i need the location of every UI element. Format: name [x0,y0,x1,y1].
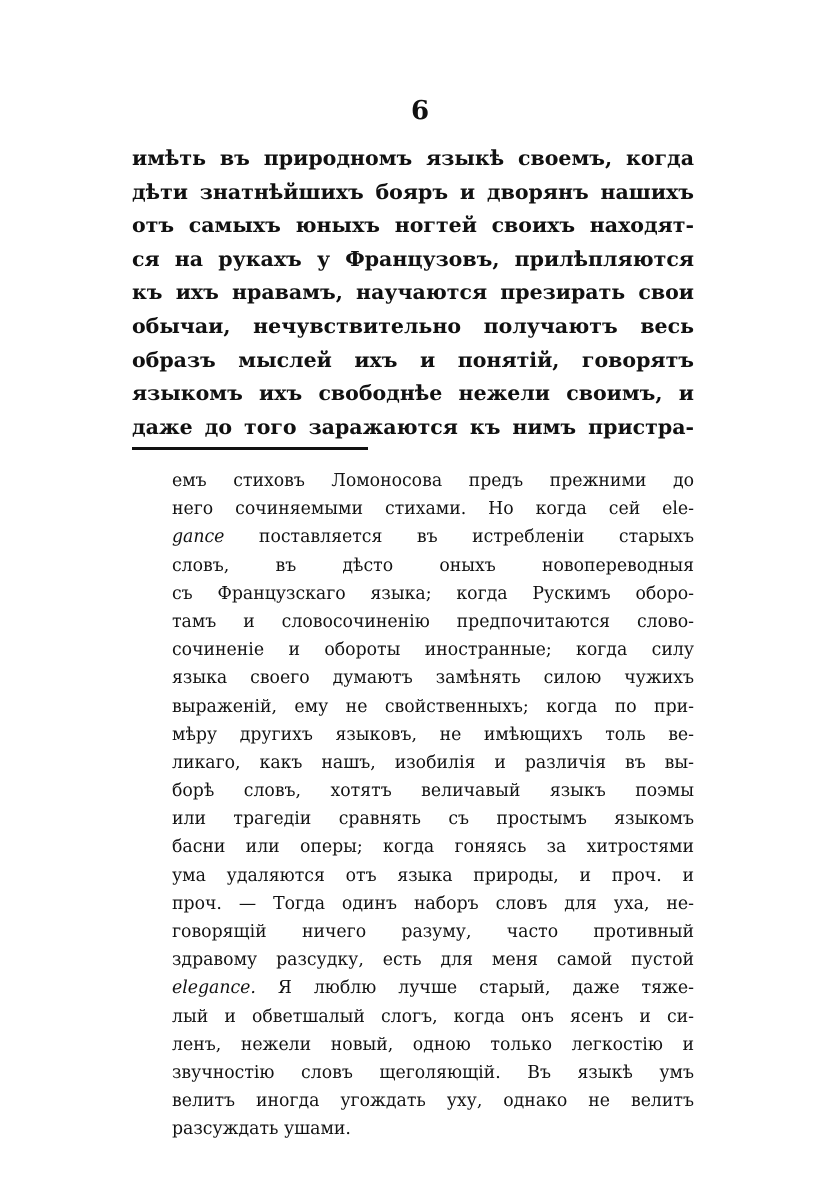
footnote-line: ума удаляются отъ языка природы, и проч. и [172,865,694,886]
text-line: даже до того заражаются къ нимъ пристра- [132,414,694,439]
footnote-line: басни или оперы; когда гоняясь за хитростями [172,837,694,858]
footnote-line: мѣру другихъ языковъ, не имѣющихъ толь ве- [172,724,694,745]
footnote-line: или трагедіи сравнять съ простымъ языкомъ [172,809,694,830]
text-line: къ ихъ нравамъ, научаются презирать свои [132,280,694,305]
italic-word: elegance. [172,978,256,999]
footnote-line: говорящій ничего разуму, часто противный [172,922,694,942]
footnote-line [172,523,694,551]
footnote-line: звучностію словъ щеголяющій. Въ языкѣ умъ [172,1062,694,1083]
footnote-line: разсуждать ушами. [172,1119,351,1140]
footnote-line: проч. — Тогда одинъ наборъ словъ для уха, не- [172,893,694,914]
text-line: языкомъ ихъ свободнѣе нежели своимъ, и [132,381,694,406]
footnote-line-text: поставляется въ истребленіи старыхъ [224,527,694,548]
footnote-line: словъ, въ дѣсто оныхъ новопереводныя [172,555,694,576]
text-line: обычаи, нечувствительно получаютъ весь [132,313,694,338]
footnote-line: емъ стиховъ Ломоносова предъ прежними до [172,471,694,491]
footnote-line [172,974,694,1002]
footnote-line: ленъ, нежели новый, одною только легкостію и [172,1034,694,1055]
footnote-line: велитъ иногда угождать уху, однако не велитъ [172,1091,694,1112]
footnote [172,467,694,1144]
footnote-line: тамъ и словосочиненію предпочитаются слово- [172,611,694,632]
main-paragraph [132,142,694,444]
footnote-line: здравому разсудку, есть для меня самой пустой [172,950,694,971]
text-line: образъ мыслей ихъ и понятій, говорятъ [132,347,694,372]
text-line: дѣти знатнѣйшихъ бояръ и дворянъ нашихъ [132,179,694,204]
footnote-line: борѣ словъ, хотятъ величавый языкъ поэмы [172,781,694,802]
footnote-line: него сочиняемыми стихами. Но когда сей ele- [172,499,694,520]
footnote-line: ликаго, какъ нашъ, изобилія и различія въ вы- [172,752,694,773]
footnote-line: языка своего думаютъ замѣнять силою чужихъ [172,668,694,689]
footnote-line: лый и обветшалый слогъ, когда онъ ясенъ и си- [172,1006,694,1027]
footnote-line: выраженій, ему не свойственныхъ; когда по при- [172,696,694,717]
text-line: имѣть въ природномъ языкѣ своемъ, когда [132,146,694,170]
italic-word: gance [172,527,225,548]
footnote-line-text: Я люблю лучше старый, даже тяже- [255,978,694,999]
page-number: 6 [410,96,430,126]
footnote-divider [132,447,368,450]
text-line: ся на рукахъ у Французовъ, прилѣпляются [132,246,694,271]
footnote-line: сочиненіе и обороты иностранные; когда силу [172,640,694,661]
text-line: отъ самыхъ юныхъ ногтей своихъ находят- [132,213,694,238]
footnote-line: съ Французскаго языка; когда Рускимъ оборо- [172,583,694,604]
